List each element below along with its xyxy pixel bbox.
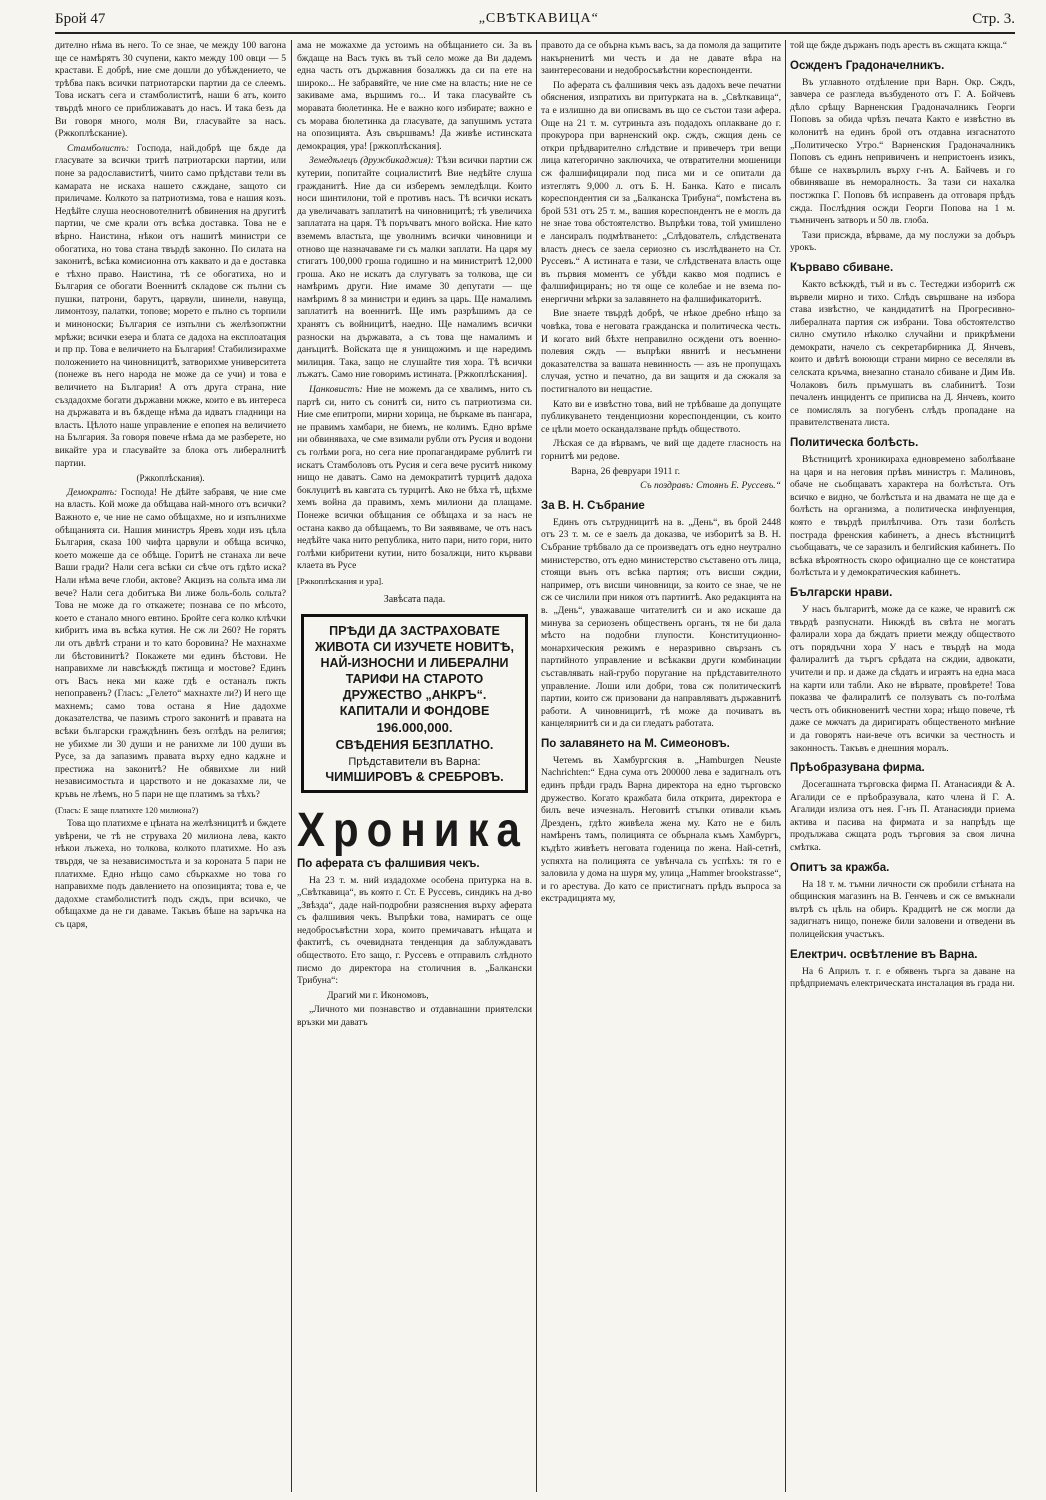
article-heading: За В. Н. Събрание xyxy=(541,499,645,512)
paragraph: На 23 т. м. ний издадохме особена притурка на в. „Свѣткавица“, въ която г. Ст. Е Руссевъ, синдикъ на д-во „Звѣзда“, даде най-подробни разяснения върху аферата съ фалшивия чекъ. Въпрѣки това, намиратъ се още недобросъвѣстни хора, които премичаватъ нѣщата и фактитѣ, съ очевидната тенденция да заблуждаватъ обществото. Ето защо, г. Руссевъ е отправилъ слѣдното писмо до директора на столичния в. „Балкански Трибуна“: xyxy=(297,874,532,987)
paragraph: Въ углавното отдѣление при Варн. Окр. Сждъ, завчера се разгледа възбуденото отъ Г. А. Бойчевъ дѣло срѣщу Варненския Градоначалникъ Георги Поповъ за обида чрѣзъ печата Както е извѣстно въ колонитѣ на единъ брой отъ отдавна изгаснатото „Политическо Утро.“ Варненския Градоначалникъ Поповъ съ единъ непривиченъ и непристоенъ изикъ, бѣше се нахвърлилъ върху г-нъ А. Байчевъ и го обвиняваше въ неморалность. За тази си нахалка постжпка Г. Поповъ бѣ исправенъ да отговаря прѣдъ сжда. Послѣдния осжди Георги Попова на 1 м. тъмниченъ затворъ и 50 лв. глоба. xyxy=(790,76,1015,227)
paragraph: дително нѣма въ него. То се знае, че между 100 вагона ще се намѣрятъ 30 счупени, както между 100 овци — 5 крастави. Е добрѣ, ние сме дошли до убѣждението, че трѣбва пакъ всички патриотарски партии да се слеемъ. Това искатъ сега и стамболиститѣ, наши 6 атъ, които твърдѣ много се приближаватъ до насъ. И така безъ да Ви говоря много, моля Ви, гласувайте за насъ. (Ржкоплѣскание). xyxy=(55,40,286,140)
article-heading: Електрич. освѣтление въ Варна. xyxy=(790,948,978,961)
voice-note: (Гласъ: Е заще платихте 120 милиона?) xyxy=(55,804,199,815)
paragraph: Лѣская се да вѣрвамъ, че вий ще дадете гласность на горнитѣ ми редове. xyxy=(541,438,781,462)
article-heading: Осжденъ Градоначелникъ. xyxy=(790,59,945,72)
column-rule xyxy=(536,40,537,1492)
article-heading: Прѣобразувана фирма. xyxy=(790,762,925,775)
speaker: Стамболистъ: xyxy=(67,142,130,154)
issue-number: Брой 47 xyxy=(55,10,106,27)
paragraph: Цанковистъ: Ние не можемъ да се хвалимъ, нито съ партѣ си, нито съ сонитѣ си, нито съ патриотизма си. Ние сме епитропи, мирни хорица, не бъркаме въ пангара, не правимъ хамбари, не биемъ, не колимъ. Едно врѣме ни обвиняваха, че сме взимали рубли отъ Русия и водони съ голѣми рога, но сега ние пропагандираме рублитѣ ги искатъ Стамболовъ отъ Русия и сега вече руситѣ никому нищо не даватъ. Само на демократитѣ турцитѣ дадоха боклуцитѣ въ кавгата съ турцитѣ. Ако не бѣха тѣ, щѣхме хемъ война да правимъ, хемъ милиони да плащаме. Понеже всички обѣщания се обѣщаха и за насъ не остана какво да обѣщаемъ, то Ви заявяваме, че отъ насъ недѣйте чака нито република, нито пари, нито гори, нито голѣми кибритени кутии, нито бозалжци, нито кървави клаета въ Русе xyxy=(297,384,532,572)
paragraph: Четемъ въ Хамбургския в. „Hamburgen Neuste Nachrichten:“ Една сума отъ 200000 лева е задигналъ отъ единъ прѣди градъ Варна директора на едно търговско дружество. Когато кражбата била открита, директора е билъ вече изчезналъ. Неговитѣ стъпки отивали къмъ Дрезденъ, гдѣто живѣела жена му. Като не е билъ намѣренъ тамъ, полицията се обърнала къмъ Хамбургъ, къдѣто живѣетъ неговата годеница по жена. Най-сетнѣ, успяхта на полицията се увѣнчала съ успѣхъ: тя го е заловила у дома на шуря му, улица „Hammer brookstrasse“, и го арестува. До като се пристигнатъ прѣдъ въпроса за екстрадицията му, xyxy=(541,754,781,905)
ad-capital: 196.000,000. xyxy=(376,720,453,736)
column-3 xyxy=(541,40,781,1492)
ad-free-info: СВѢДЕНИЯ БЕЗПЛАТНО. xyxy=(335,737,494,752)
ad-representatives: ЧИМШИРОВЪ & СРЕБРОВЪ. xyxy=(325,769,504,784)
paragraph: У насъ българитѣ, може да се каже, че нравитѣ сж твърдѣ разпуснати. Никждѣ въ свѣта не могатъ фалирали хора да бждатъ приети между обществото отъ порядъчни хора У насъ е твърдѣ на мода фалиралитѣ да търгъ срѣдата на сждии, адвокати, учители и пр. и даже да сѣдатъ и играятъ на една маса на карти или табли. Ако не вѣрвате, провѣрете! Това показва че фалиралитѣ се ползуватъ съ по-голѣма честь отъ обикновенитѣ честни хора; нѣщо повече, тѣ даже се мжчатъ да диригиратъ общественото мнѣние и да говорятъ наи-вече отъ всички за честность и законность. Такъвъ е днешния моралъ. xyxy=(790,603,1015,754)
insurance-advertisement xyxy=(301,614,528,792)
article-heading: Политическа болѣсть. xyxy=(790,437,919,450)
article-heading: Кърваво сбиване. xyxy=(790,261,894,274)
paragraph: „Личното ми познавство и отдавнашни приятелски връзки ми даватъ xyxy=(297,1004,532,1029)
paragraph: На 6 Априлъ т. г. е обявенъ търга за даване на прѣдприемачъ електрическата инсталация въ града ни. xyxy=(790,965,1015,990)
paragraph: Като ви е извѣстно това, вий не трѣбваше да допущате публикуването тенденциозни кореспонденции, съ които се цѣли моето оскандалзване прѣдъ обществото. xyxy=(541,398,781,435)
section-title-chronicle: Хроника xyxy=(297,801,528,856)
masthead: „СВѢТКАВИЦА“ xyxy=(478,11,599,26)
paragraph: той ще бжде държанъ подъ арестъ въ сжщата кжща.“ xyxy=(790,40,1008,51)
speaker: Цанковистъ: xyxy=(309,384,363,396)
paragraph: По аферата съ фалшивия чекъ азъ дадохъ вече печатни обяснения, изпратихъ ви притурката на в. „Свѣткавица“, та е излишно да ви описвамъ въ що се състои тази афера. Още на 21 т. м. сутриньта азъ подадохъ оплакване до г. прокурора при варненский окр. сждъ, сжщия день се откри прѣдварително слѣдствие и привечеръ три вещи лица категорично заключиха, че отвратителни мошеници сж фалшифицирали под писа ми и се опитали да изтеглятъ 9,000 л. отъ Б. Н. Банка. Като е писалъ кореспондентия си за „Балканска Трибуна“, помѣстена въ брой 531 отъ 25 т. м., вашия кореспондентъ не е моглъ да не знае това обстоятелство. Въпрѣки това, той умишлено е лансиралъ подмѣтването: „Слѣдователъ, слѣдствената власть днесъ се заела сериозно съ изслѣдването на Ст. Руссевъ.“ А истината е тази, че слѣдствената власть още въ първия моментъ се убѣди какво моя подписъ е фалшифициранъ; но тя още се колебае и не взема по-енергични мѣрки за залавянето на фалшификаторитѣ. xyxy=(541,79,781,305)
ad-headline: ПРѢДИ ДА ЗАСТРАХОВАТЕ ЖИВОТА СИ ИЗУЧЕТЕ НОВИТѢ, НАЙ-ИЗНОСНИ И ЛИБЕРАЛНИ ТАРИФИ НА СТАРОТО ДРУЖЕСТВО „АНКРЪ“. КАПИТАЛИ И ФОНДОВЕ xyxy=(315,624,514,719)
paragraph: Досегашната търговска фирма П. Атанасияди & А. Агалиди се е прѣобразувала, като члена й Г. А. Агалиди излиза отъ нея. Г-нъ П. Атанасияди приема актива и пасива на фирмата и за напрѣдъ ще продължава сжщата родъ търговия за своя лична смѣтка. xyxy=(790,779,1015,854)
column-rule xyxy=(291,40,292,1492)
article-heading: Опитъ за кражба. xyxy=(790,861,890,874)
letter-signature: Съ поздравъ: Стоянъ Е. Руссевъ.“ xyxy=(640,480,781,492)
paragraph: Както всѣкждѣ, тъй и въ с. Тестеджи изборитѣ сж вървели мирно и тихо. Слѣдъ свършване на избора става извѣстно, че кандидатитѣ на Прогресивно-либералната партия сж избрани. Това обстоятелство силно смутило нѣколко случайни и прикрѣмени демократи, начело съ секретарбирника Д. Янчевъ, които и двѣтѣ воюющи страни мирно се веселяли въ селската кръчма, внезапно станало сбиване и Дим Ив. Чолаковъ билъ пръмушатъ въ слабинитѣ. Този печаленъ инцидентъ се приписва на Д. Янчевъ, които се помислялъ за погубенъ слѣдъ пропадане на правителствената листа. xyxy=(790,278,1015,429)
column-1 xyxy=(55,40,286,1492)
paragraph: Вие знаете твърдѣ добрѣ, че нѣкое дребно нѣщо за човѣка, това е неговата гражданска и политическа честь. И когато вий бѣхте неправилно осждени отъ военно-полевия сждъ — въпрѣки явнитѣ и несъмнени доказателства за вашата невинность — азъ не пропущахъ случая, устно и печатно, да ви защитя и да сжжаля за постигналото ви нещастие. xyxy=(541,308,781,396)
paragraph: Единъ отъ сътрудницитѣ на в. „День“, въ брой 2448 отъ 23 т. м. се е заелъ да доказва, че изборитѣ за В. Н. Събрание трѣбвало да се произведатъ отъ едно неутрално министерство, отъ едно министерство съставено отъ лица, стоящи вънъ отъ всѣка партия; отъ висши сждии, например, отъ висши чиновници, за които се знае, че не сж се числили при никоя отъ партиитѣ. Ако редакцията на в. „День“, уважаваше читателитѣ си и ако искаше да минува за сериозенъ общественъ органъ, тя не би дала мѣсто на подобни глупости. Конституционно-монархическия режимъ е неразривно свързанъ съ партийното управление и всѣкакви други комбинации съставлявать най-грубо поругание на прѣдставителното управление. Лоши или добри, това сж политическитѣ партии, които сж призовани да направляватъ държавнитѣ работи. А чиновницитѣ, тѣ може да почиватъ въ канцеляриитѣ си и да си гледатъ работата. xyxy=(541,516,781,730)
paragraph: Драгий ми г. Икономовъ, xyxy=(327,989,429,1001)
paragraph: Тази присжда, вѣрваме, да му послужи за добъръ урокъ. xyxy=(790,229,1015,254)
column-rule xyxy=(785,40,786,1492)
article-heading: Български нрави. xyxy=(790,586,893,599)
article-heading: По аферата съ фалшивия чекъ. xyxy=(297,857,480,870)
speaker: Демократъ: xyxy=(67,486,118,498)
ad-representatives-label: Прѣдставители въ Варна: xyxy=(348,756,481,769)
page-header xyxy=(55,6,1015,34)
applause-note: [Ржкоплѣскания и ура]. xyxy=(297,575,384,586)
paragraph: Демократъ: Господа! Не дѣйте забравя, че ние сме на власть. Кой може да обѣщава най-много отъ всички? Важното е, че ние не само обѣщахме, но и изпълнихме обѣщанията си. Нашия министръ Яревъ ходи изъ цѣла България, сказа 100 чифта царвули и обѣща всичко, което можеше да се обѣще. Горитѣ не станаха ли вече Ваши гради? Нали сега всѣки си сѣче отъ гдѣто иска? Нали нѣма вече глоби, актове? Акцизъ на сольта има ли вече? Нали сега добитъка Ви лиже боль-боль сольта? Това не може да го откажете; познава се по мѣсото, което е станало много евтино. Бройте сега колко клѣчки кибритъ има въ всѣка кутия. Не сж ли 260? Не горятъ ли отъ двѣтѣ страни и то като боровина? Не махнахме ли бѣстовинитѣ? Покажете ми единъ бѣстови. Не направихме ли навсѣкждѣ пжтища и мостове? Единъ отъ Васъ нека ми каже гдѣ е останалъ пжть непоправенъ? (Гласъ: „Гелето“ махнахте ли?) И него ще махнемъ; само това остана я Ние дадохме доказателства, че пазимъ строго законитѣ и правата на всѣки български граждѣнинъ безъ оглѣдъ на религия; не убихме ли 30 души и не ранихме ли 100 души въ Русе, за да запазимъ правата върху едно кадѫне и престижа на законитѣ? Не обявихме ли ний независимостьта и царството и не доказахме ли, че кръвь не лѣемъ, но 5 пари не ще платимъ за тѣхъ? xyxy=(55,486,286,801)
paragraph: Вѣстницитѣ хроникираха едновремено заболѣване на царя и на неговия прѣвъ министръ г. Малиновъ, обаче не сьобщаватъ характера на болѣстьта. Отъ всичко е видно, че болѣстьта и на двамата не ще да е болѣсть на организма, а политическа инфлуенция, която е твърдѣ прилѣпчива. Отъ тази болѣсть пострада френския кабинетъ, а днесъ вѣстницитѣ съобщаватъ, че се заразилъ и белгийския кабинетъ. По всѣка вѣроятность скоро официално ще се констатира болѣстьта и у демократическия кабинетъ. xyxy=(790,454,1015,579)
curtain-note: Завѣсата пада. xyxy=(383,593,446,605)
article-heading: По залавянето на М. Симеоновъ. xyxy=(541,737,730,750)
letter-date: Варна, 26 февруари 1911 г. xyxy=(571,465,681,477)
paragraph: Това що платихме е цѣната на желѣзницитѣ и бждете увѣрени, че тѣ не струваха 20 милиона лева, както нѣкои лъжеха, но толкова, колкото платихме. Но азъ твърдя, че за независимостьта и за короната 5 пари не платихме. Едно нѣщо само сбъркахме но това го направихме подъ давлението на опозицията; това е, че дадохме стамболиститѣ подъ сждъ, при всичко, че обѣщахме да не ги даваме. Такъвъ бѣше на заръчка на съ царя, xyxy=(55,818,286,930)
column-2 xyxy=(297,40,532,1492)
paragraph: правото да се обърна къмъ васъ, за да помоля да защитите накърненитѣ ми честь и да не давате вѣра на заинтересовани и недобросъвѣстни кореспонденти. xyxy=(541,40,781,77)
column-4 xyxy=(790,40,1015,1492)
paragraph: Стамболистъ: Господа, най.добрѣ ще бѫде да гласувате за всички тритѣ патриотарски партии, или поне за радославиститѣ, чиито само прѣдстави тели въ камарата не искаха нашето сѫждане, защото си приличаме. Колкото за патриотизма, това е нашия козъ. Недѣйте слуша неосновотелнитѣ обвинения на другитѣ партии, че сме крали отъ всѣка доставка. Това не е вѣрно. Наистина, нѣкои отъ нашитѣ министри се обогатиха, но това стана твърдѣ законно. По силата на законитѣ, всѣка комисионна отъ каквато и да е доставка е тѣхно право. Наистина, тѣ се обогатиха, но и България се обогати Военнитѣ складове сж пълни съ пушки, патрони, барутъ, царвули, шинели, навуща, лимонтозу, палатки, топове; морето е пълно съ торпили и миноноски; България се изпълни съ желѣзопжтни мрѣжи; всички езера и блата се дадоха на експлоатация и пр пр. Това е величието на България! Стабилизирахме положението на чиновницитѣ, затворихме университета (понеже въ него народа не може да се учи) и това е величието на България! А отъ друга страна, ние създадохме богати държавни мжже, които е въ интереса на държавата и въ бѫдеще нѣма да идватъ гладници на власть. Цѣлото наше управление е епопея на величието на България. За говоря повече нѣма да ме разберете, но викайте ура и гласувайте за блока отъ либералнитѣ партии. xyxy=(55,142,286,469)
paragraph: На 18 т. м. тъмни личности сж пробили стѣната на общинския магазинъ на В. Генчевъ и сж се вмъкнали вътрѣ съ цѣль на обиръ. Крадцитѣ не сж могли да задигнатъ нищо, понеже били заловени и отведени въ полицейския участъкъ. xyxy=(790,878,1015,941)
speaker: Земедѣлецъ (дружбикаджия): xyxy=(309,155,434,167)
page-number: Стр. 3. xyxy=(972,10,1015,27)
paragraph: Земедѣлецъ (дружбикаджия): Тѣзи всички партии сж кутерии, попитайте социалиститѣ Вие недѣйте слуша гражданитѣ. Ние да си изберемъ земледѣлци. Които носи шинтилони, той е противъ насъ. Тѣ всички искатъ да увеличаватъ заплатитѣ на чиновницитѣ; тѣ увеличиха заплатата на царя. Тѣ поръчватъ много войска. Ние като вземемъ властьта, ще уволнимъ всички чиновници и отново ще назначаваме ги съ малки заплати. На царя му стигатъ 100,000 гроша годишно и на министритѣ 12,000 гроша. Ако не искатъ да слугуватъ за толкова, ще си намѣримъ други. Ние имаме 30 депутати — ще намѣримъ 8 за министри и единъ за царь. Ще намалимъ заплатитѣ на военнитѣ. Ще имъ разрѣшимъ да се хранятъ съ войницитѣ, наедно. Ще намалимъ всички разноски на държавата, а съ това ще намалимъ и данъцитѣ. Войската ще я унищожимъ и ще наредимъ милиция. Така, защо не слушайте тия хора. Тѣ всички лъжатъ. Само ние говоримъ истината. [Ржкоплѣскания]. xyxy=(297,155,532,381)
applause-note: (Ржкоплѣскания). xyxy=(136,473,205,484)
paragraph: ама не можахме да устоимъ на обѣщанието си. За въ бждаще на Васъ тукъ въ тъй село може да Ви дадемъ една часть отъ държавния бозалжкъ да си па ете на широко... Не забравяйте, че ние сме на власть; ние не се закиваме ама, вършимъ го... И така гласувайте съ моравата бюлетинка. Не е важно кого избирате; важно е съ морава бюлетинка да гласувате, да запушимъ устата на опозицията. Азъ свършвамъ! Да живѣе истинската демокрация, ура! [ржкоплѣскания]. xyxy=(297,40,532,152)
